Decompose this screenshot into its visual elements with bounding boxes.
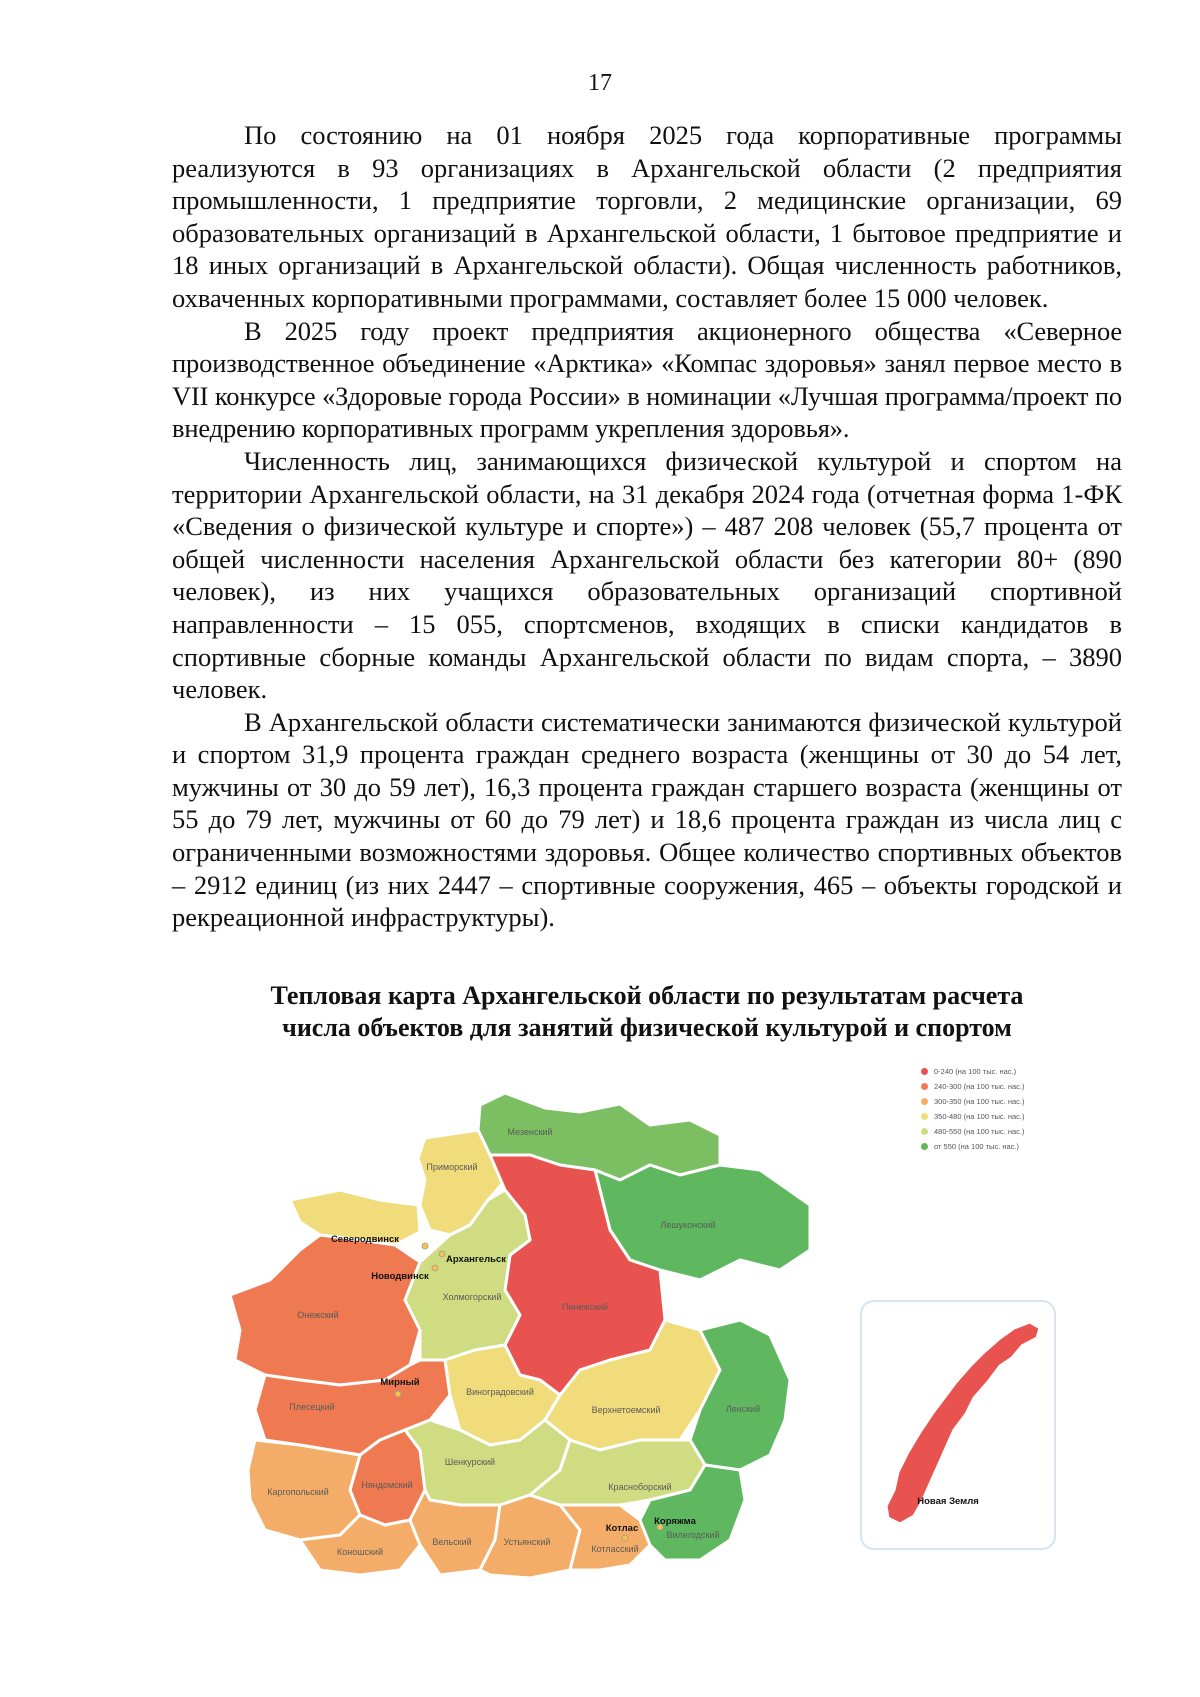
legend-label: 240-300 (на 100 тыс. нас.) [934,1082,1025,1091]
legend-label: 350-480 (на 100 тыс. нас.) [934,1112,1025,1121]
region-label: Ленский [725,1404,761,1414]
legend-item [921,1124,1025,1139]
city-marker [395,1391,401,1397]
legend-label: 0-240 (на 100 тыс. нас.) [934,1067,1017,1076]
legend-label: 300-350 (на 100 тыс. нас.) [934,1097,1025,1106]
paragraph: Численность лиц, занимающихся физической культурой и спортом на территории Архангельской области, на 31 декабря 2024 года (отчетная форма 1-ФК «Сведения о физической культуре и спорте») – 487 208 человек (55,7 процента от общей численности населения Архангельской области без категории 80+ (890 человек), из них учащихся образовательных организаций спортивной направленности – 15 055, спортсменов, входящих в списки кандидатов в спортивные сборные команды Архангельской области по видам спорта, – 3890 человек. [172,445,1122,705]
city-marker [422,1243,428,1249]
legend-label: от 550 (на 100 тыс. нас.) [934,1142,1020,1151]
region-novaya-zemlya [886,1322,1040,1524]
legend-swatch [921,1083,928,1090]
legend-item [921,1094,1025,1109]
city-label: Новая Земля [917,1496,979,1507]
map-title [172,980,1122,1044]
region-label: Вилегодский [666,1530,720,1540]
city-label: Архангельск [446,1254,506,1265]
novaya-zemlya-inset [860,1300,1056,1550]
region-label: Вельский [432,1537,472,1547]
legend-swatch [921,1113,928,1120]
paragraph: В 2025 году проект предприятия акционерного общества «Северное производственное объединение «Арктика» «Компас здоровья» занял первое место в VII конкурсе «Здоровые города России» в номинации «Лучшая программа/проект по внедрению корпоративных программ укрепления здоровья». [172,315,1122,444]
map-title-line2: числа объектов для занятий физической культурой и спортом [282,1013,1012,1042]
legend-swatch [921,1143,928,1150]
region-label: Пинежский [562,1302,608,1312]
region-label: Приморский [426,1162,478,1172]
page-number: 17 [588,70,612,96]
legend-item [921,1079,1025,1094]
city-marker [439,1251,445,1257]
legend-swatch [921,1128,928,1135]
legend-item [921,1064,1025,1079]
map-legend [921,1064,1025,1154]
heat-map [220,1050,820,1590]
legend-label: 480-550 (на 100 тыс. нас.) [934,1127,1025,1136]
paragraph: В Архангельской области систематически занимаются физической культурой и спортом 31,9 процента граждан среднего возраста (женщины от 30 до 54 лет, мужчины от 30 до 59 лет), 16,3 процента граждан старшего возраста (женщины от 55 до 79 лет, мужчины от 60 до 79 лет) и 18,6 процента граждан из числа лиц с ограниченными возможностями здоровья. Общее количество спортивных объектов – 2912 единиц (из них 2447 – спортивные сооружения, 465 – объекты городской и рекреационной инфраструктуры). [172,706,1122,933]
novaya-zemlya-map [862,1302,1054,1548]
region-label: Холмогорский [442,1292,502,1302]
region-label: Няндомский [361,1480,413,1490]
city-label: Котлас [605,1523,639,1534]
region-label: Каргопольский [267,1487,329,1497]
legend-swatch [921,1098,928,1105]
city-label: Северодвинск [330,1234,400,1245]
region-label: Верхнетоемский [591,1405,661,1415]
city-label: Новодвинск [371,1271,429,1282]
city-marker [622,1535,628,1541]
legend-swatch [921,1068,928,1075]
region-label: Онежский [297,1310,339,1320]
region-label: Красноборский [608,1482,672,1492]
legend-item [921,1139,1025,1154]
region-label: Устьянский [503,1537,551,1547]
paragraph: По состоянию на 01 ноября 2025 года корпоративные программы реализуются в 93 организациях в Архангельской области (2 предприятия промышленности, 1 предприятие торговли, 2 медицинские организации, 69 образовательных организаций в Архангельской области, 1 бытовое предприятие и 18 иных организаций в Архангельской области). Общая численность работников, охваченных корпоративными программами, составляет более 15 000 человек. [172,120,1122,313]
region-label: Шенкурский [444,1457,496,1467]
region-label: Котласский [591,1544,639,1554]
region-label: Мезенский [507,1127,553,1137]
city-marker [432,1265,438,1271]
region-label: Лешуконский [660,1220,716,1230]
region-label: Виноградовский [466,1387,534,1397]
region-label: Коношский [337,1547,383,1557]
map-title-line1: Тепловая карта Архангельской области по результатам расчета [270,981,1024,1010]
region-label: Плесецкий [289,1402,335,1412]
body-text [172,119,1122,934]
city-label: Коряжма [654,1516,696,1527]
city-label: Мирный [380,1377,420,1388]
legend-item [921,1109,1025,1124]
